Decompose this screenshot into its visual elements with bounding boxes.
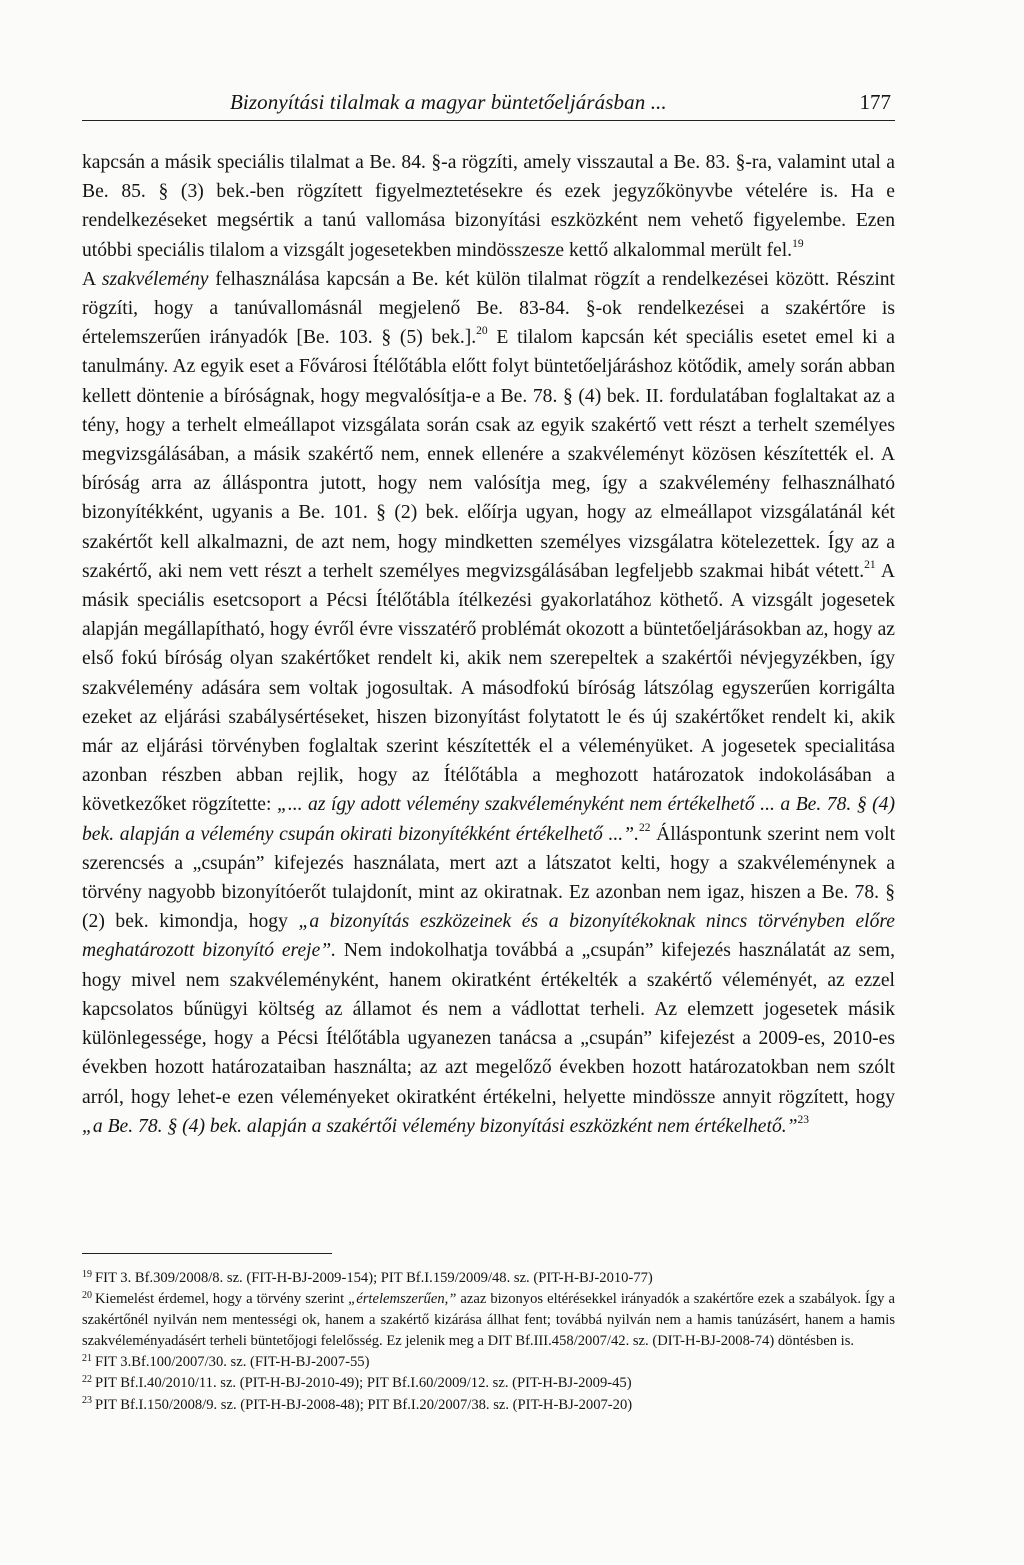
footnote-text: azaz bizonyos eltérésekkel irányadók a szakértőre ezek a szabályok. Így a szakértőnél nyilván nem mentességi ok, hanem a szakértő kizárása állhat fent; továbbá nyilván nem a hamis tanúzásért, hanem a hamis szakvéleményadásért terheli büntetőjogi felelősség. Ez jelenik meg a DIT Bf.III.458/2007/42. sz. (DIT-H-BJ-2008-74) döntésben is. [82,1291,895,1350]
footnote-ref-20[interactable]: 20 [476,325,488,338]
text-run: Álláspontunk szerint nem volt szerencsés a „csupán” kifejezés használata, mert azt a látszatot kelti, hogy a szakvéleménynek a törvény nagyobb bizonyítóerőt tulajdonít, mint az okiratnak. Ez azonban nem igaz, hiszen a Be. 78. § (2) bek. kimondja, hogy [82,823,896,933]
footnote-number: 20 [82,1289,92,1301]
footnote-23 [82,1395,895,1416]
footnotes [82,1268,895,1416]
footnote-text: PIT Bf.I.150/2008/9. sz. (PIT-H-BJ-2008-48); PIT Bf.I.20/2007/38. sz. (PIT-H-BJ-2007-20) [95,1396,633,1413]
paragraph-2 [82,265,895,1141]
footnote-text: PIT Bf.I.40/2010/11. sz. (PIT-H-BJ-2010-49); PIT Bf.I.60/2009/12. sz. (PIT-H-BJ-2009-45) [95,1375,632,1392]
italic-quote: „... az így adott vélemény szakvéleményként nem értékelhető ... a Be. 78. § (4) bek. alapján a vélemény csupán okirati bizonyítékként értékelhető ...”. [82,794,895,845]
footnote-number: 21 [82,1352,92,1364]
footnote-number: 19 [82,1268,92,1280]
footnote-text: Kiemelést érdemel, hogy a törvény szerint [95,1291,349,1308]
footnote-ref-23[interactable]: 23 [797,1113,810,1126]
footnote-number: 22 [82,1373,92,1385]
italic-quote: „a bizonyítás eszközeinek és a bizonyítékoknak nincs törvényben előre meghatározott bizonyító ereje”. [82,911,895,962]
text-run: A [82,268,102,290]
footnote-number: 23 [82,1395,92,1407]
text-run: Nem indokolhatja továbbá a „csupán” kifejezés használatát az sem, hogy mivel nem szakvéleményként, hanem okiratként értékelték a szakértő véleményét, az ezzel kapcsolatos bűnügyi költség az államot és nem a vádlottat terheli. Az elemzett jogesetek másik különlegessége, hogy a Pécsi Ítélőtábla ugyanezen tanácsa a „csupán” kifejezést a 2009-es, 2010-es években hozott határozataiban használta; az azt megelőző években hozott határozatokban nem szólt arról, hogy lehet-e ezen véleményeket okiratként értékelni, helyette mindössze annyit rögzített, hogy [82,940,895,1108]
footnote-22 [82,1373,895,1394]
text-run: A másik speciális esetcsoport a Pécsi Ítélőtábla ítélkezési gyakorlatához köthető. A vizsgált jogesetek alapján megállapítható, hogy évről évre visszatérő problémát okozott a büntetőeljárásokban az, hogy az első fokú bíróság olyan szakértőket rendelt ki, akik nem szerepeltek a szakértői névjegyzékben, így szakvélemény adására sem voltak jogosultak. A másodfokú bíróság látszólag egyszerűen korrigálta ezeket az eljárási szabálysértéseket, hiszen bizonyítást folytatott le és új szakértőket rendelt ki, akik már az eljárási törvényben foglaltak szerint készítették el a véleményüket. A jogesetek specialitása azonban részben abban rejlik, hogy az Ítélőtábla a meghozott határozatok indokolásában a következőket rögzítette: [82,560,896,816]
italic-quote: „a Be. 78. § (4) bek. alapján a szakértői vélemény bizonyítási eszközként nem értékelhető.” [82,1115,798,1137]
footnote-ref-19[interactable]: 19 [792,237,804,250]
text-run: felhasználása kapcsán a Be. két külön tilalmat rögzít a rendelkezései között. Részint rögzíti, hogy a tanúvallomásnál megjelenő Be. 83-84. §-ok rendelkezései a szakértőre is értelemszerűen irányadók [Be. 103. § (5) bek.]. [82,268,896,349]
footnote-ref-22[interactable]: 22 [638,821,651,834]
body-text [82,148,895,1141]
paragraph-1 [82,148,895,265]
footnote-19 [82,1268,895,1289]
page-header [82,86,895,121]
running-title: Bizonyítási tilalmak a magyar büntetőeljárásban ... [230,90,667,114]
footnote-text: FIT 3. Bf.309/2008/8. sz. (FIT-H-BJ-2009-154); PIT Bf.I.159/2009/48. sz. (PIT-H-BJ-2010-77) [95,1270,653,1286]
footnote-20 [82,1289,895,1352]
footnote-text: FIT 3.Bf.100/2007/30. sz. (FIT-H-BJ-2007-55) [95,1354,370,1371]
text-run: E tilalom kapcsán két speciális esetet emel ki a tanulmány. Az egyik eset a Fővárosi Ítélőtábla előtt folyt büntetőeljáráshoz kötődik, amely során abban kellett döntenie a bíróságnak, hogy megvalósítja-e a Be. 78. § (4) bek. II. fordulatában foglaltakat az a tény, hogy a terhelt elmeállapot vizsgálata során csak az egyik szakértő vett részt a terhelt személyes megvizsgálásában, a másik szakértő nem, ennek ellenére a szakvéleményt közösen készítették el. A bíróság arra az álláspontra jutott, hogy nem valósítja meg, így a szakvélemény felhasználható bizonyítékként, ugyanis a Be. 101. § (2) bek. előírja ugyan, hogy az elmeállapot vizsgálatánál két szakértőt kell alkalmazni, de azt nem, hogy mindketten személyes vizsgálatra kötelezettek. Így az a szakértő, aki nem vett részt a terhelt személyes megvizsgálásában legfeljebb szakmai hibát vétett. [82,327,895,582]
page-number: 177 [859,90,891,114]
paragraph-text: kapcsán a másik speciális tilalmat a Be. 84. §-a rögzíti, amely visszautal a Be. 83. §-ra, valamint utal a Be. 85. § (3) bek.-ben rögzített figyelmeztetésekre és ezek jegyzőkönyvbe vételére is. Ha e rendelkezéseket megsértik a tanú vallomása bizonyítási eszközként nem vehető figyelembe. Ezen utóbbi speciális tilalom a vizsgált jogesetekben mindösszesze kettő alkalommal merült fel. [82,152,895,261]
footnote-divider [82,1253,332,1254]
footnote-italic: „értelemszerűen,” [348,1291,457,1308]
italic-term: szakvélemény [101,268,209,290]
footnote-21 [82,1352,895,1373]
footnote-ref-21[interactable]: 21 [864,558,876,571]
